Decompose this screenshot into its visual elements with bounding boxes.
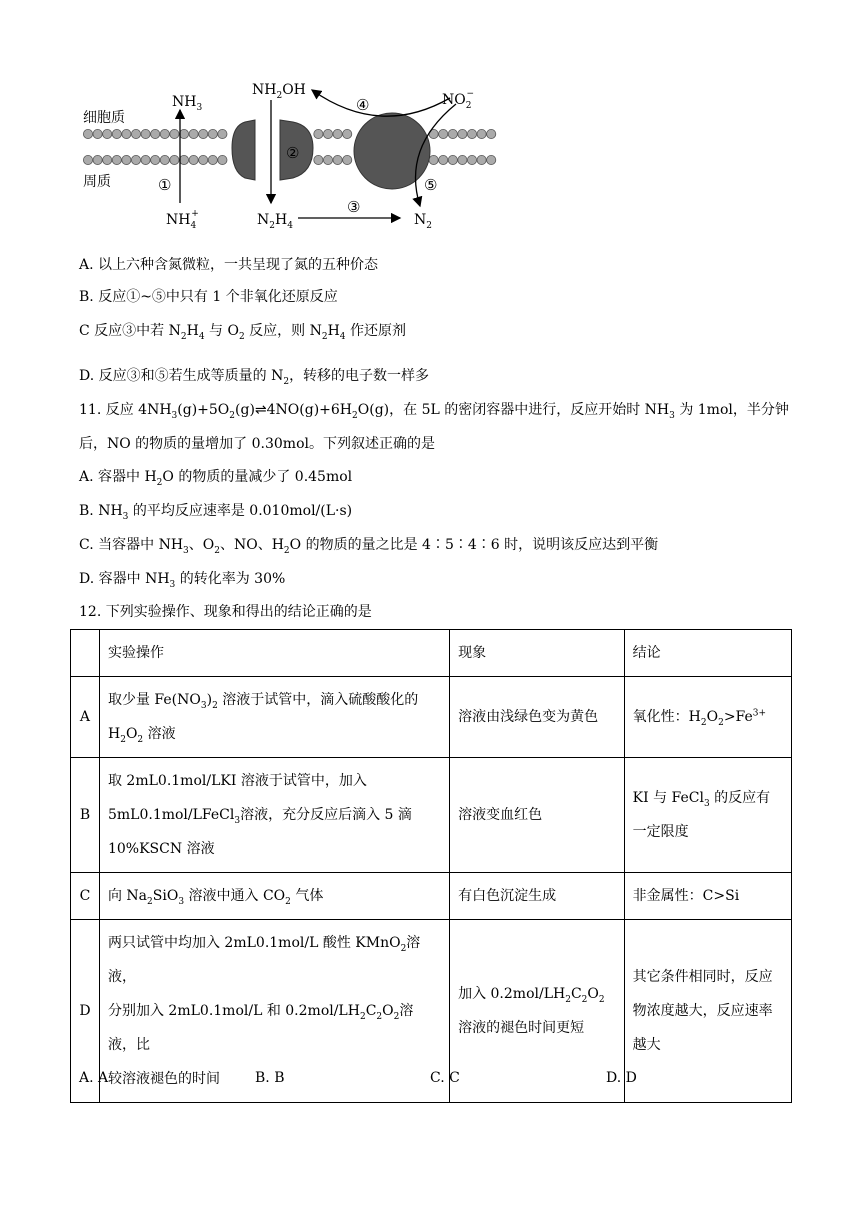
row-operation: 向 $Na_2SiO_3$ 溶液中通入 $CO_2$ 气体 <box>99 873 449 920</box>
membrane-diagram <box>80 78 510 238</box>
membrane-bead <box>179 129 188 138</box>
membrane-bead <box>218 155 227 164</box>
membrane-bead <box>199 129 208 138</box>
membrane-bead <box>93 129 102 138</box>
table-header-cell: 实验操作 <box>99 630 449 677</box>
membrane-bead <box>179 155 188 164</box>
q12-stem: 12. 下列实验操作、现象和得出的结论正确的是 <box>79 604 372 620</box>
membrane-bead <box>103 155 112 164</box>
q11-option-b: B. $NH_3$ 的平均反应速率是 0.010mol/(L·s) <box>79 503 353 522</box>
membrane-bead <box>170 155 179 164</box>
membrane-bead <box>487 155 496 164</box>
membrane-bead <box>141 155 150 164</box>
membrane-bead <box>93 155 102 164</box>
q11-stem-line2: 后，NO 的物质的量增加了 0.30mol。下列叙述正确的是 <box>79 436 435 452</box>
row-letter: C <box>71 873 100 920</box>
membrane-bead <box>458 129 467 138</box>
row-letter: D <box>71 920 100 1103</box>
membrane-bead <box>467 129 476 138</box>
answer-choice-a: A. A <box>79 1070 109 1086</box>
membrane-bead <box>323 129 332 138</box>
table-header-cell: 现象 <box>450 630 625 677</box>
row-phenomenon: 溶液变血红色 <box>450 758 625 873</box>
membrane-bead <box>448 155 457 164</box>
membrane-bead <box>189 155 198 164</box>
label-nh2oh: $NH_2OH$ <box>252 82 306 101</box>
membrane-bead <box>477 129 486 138</box>
row-phenomenon: 有白色沉淀生成 <box>450 873 625 920</box>
membrane-bead <box>160 129 169 138</box>
label-r5: ⑤ <box>424 176 438 194</box>
label-no2: $NO_2-$ <box>442 89 475 111</box>
row-conclusion: 其它条件相同时，反应物浓度越大，反应速率越大 <box>624 920 791 1103</box>
row-letter: A <box>71 677 100 758</box>
membrane-bead <box>333 155 342 164</box>
label-n2: $N_2$ <box>414 212 432 231</box>
membrane-bead <box>199 155 208 164</box>
membrane-bead <box>439 155 448 164</box>
membrane-bead <box>314 155 323 164</box>
row-operation: 取 2mL0.1mol/LKI 溶液于试管中，加入 5mL0.1mol/LFeCl$_3$溶液，充分反应后滴入 5 滴 10%KSCN 溶液 <box>99 758 449 873</box>
table-row <box>71 677 792 758</box>
membrane-bead <box>458 155 467 164</box>
membrane-bead <box>122 129 131 138</box>
membrane-bead <box>141 129 150 138</box>
q10-option-a: A. 以上六种含氮微粒，一共呈现了氮的五种价态 <box>79 257 379 273</box>
membrane-bead <box>333 129 342 138</box>
membrane-bead <box>323 155 332 164</box>
label-r2: ② <box>286 144 300 162</box>
label-cytoplasm: 细胞质 <box>83 110 125 126</box>
membrane-bead <box>112 155 121 164</box>
row-conclusion: 非金属性：C>Si <box>624 873 791 920</box>
q10-option-d: D. 反应③和⑤若生成等质量的 $N_2$，转移的电子数一样多 <box>79 368 430 387</box>
label-r1: ① <box>158 176 172 194</box>
experiment-table <box>70 629 792 1103</box>
membrane-bead <box>314 129 323 138</box>
row-phenomenon: 加入 $0.2mol/LH_2C_2O_2$ 溶液的褪色时间更短 <box>450 920 625 1103</box>
table-row <box>71 758 792 873</box>
q11-stem-line1: 11. 反应 $4NH_3(g)+5O_2(g)\rightleftharpoons 4NO(g)+6H_2O(g)$，在 5L 的密闭容器中进行，反应开始时 $NH_3$ 为 1mol，半分钟 <box>79 402 789 421</box>
membrane-bead <box>429 155 438 164</box>
table-row <box>71 873 792 920</box>
q10-option-c: C 反应③中若 $N_2H_4$ 与 $O_2$ 反应，则 $N_2H_4$ 作还原剂 <box>79 323 406 342</box>
row-conclusion: KI 与 FeCl$_3$ 的反应有一定限度 <box>624 758 791 873</box>
channel-protein-left <box>232 120 255 180</box>
membrane-bead <box>487 129 496 138</box>
table-header-cell: 结论 <box>624 630 791 677</box>
label-nh3: $NH_3$ <box>172 94 203 113</box>
table-header-cell <box>71 630 100 677</box>
row-conclusion: 氧化性：$H_2O_2>Fe^{3+}$ <box>624 677 791 758</box>
q11-option-d: D. 容器中 $NH_3$ 的转化率为 30% <box>79 571 286 590</box>
membrane-bead <box>467 155 476 164</box>
membrane-bead <box>170 129 179 138</box>
membrane-bead <box>343 155 352 164</box>
membrane-bead <box>208 155 217 164</box>
label-r3: ③ <box>347 198 361 216</box>
label-nh4: $NH_4+$ <box>166 209 199 231</box>
membrane-bead <box>160 155 169 164</box>
membrane-bead <box>112 129 121 138</box>
membrane-bead <box>151 129 160 138</box>
row-operation: 两只试管中均加入 2mL0.1mol/L 酸性 KMnO$_2$溶液， 分别加入 2mL0.1mol/L 和 $0.2mol/LH_2C_2O_2$溶液，比 较溶液褪色的时间 <box>99 920 449 1103</box>
membrane-bead <box>83 155 92 164</box>
membrane-bead <box>448 129 457 138</box>
label-r4: ④ <box>356 96 370 114</box>
membrane-bead <box>218 129 227 138</box>
row-letter: B <box>71 758 100 873</box>
answer-choice-d: D. D <box>606 1070 637 1086</box>
membrane-bead <box>122 155 131 164</box>
membrane-bead <box>103 129 112 138</box>
arrow-reaction-4 <box>312 90 450 116</box>
membrane-bead <box>477 155 486 164</box>
q11-option-a: A. 容器中 $H_2O$ 的物质的量减少了 0.45mol <box>79 469 353 488</box>
label-n2h4: $N_2H_4$ <box>257 212 293 231</box>
enzyme-protein <box>354 113 430 189</box>
membrane-bead <box>189 129 198 138</box>
membrane-bead <box>439 129 448 138</box>
membrane-bead <box>131 129 140 138</box>
row-operation: 取少量 $Fe(NO_3)_2$ 溶液于试管中，滴入硫酸酸化的 $H_2O_2$ 溶液 <box>99 677 449 758</box>
answer-choice-b: B. B <box>255 1070 285 1086</box>
answer-choice-c: C. C <box>430 1070 460 1086</box>
row-phenomenon: 溶液由浅绿色变为黄色 <box>450 677 625 758</box>
membrane-bead <box>151 155 160 164</box>
membrane-bead <box>343 129 352 138</box>
membrane-bead <box>208 129 217 138</box>
membrane-bead <box>83 129 92 138</box>
table-header-row <box>71 630 792 677</box>
q11-option-c: C. 当容器中 $NH_3$、$O_2$、NO、$H_2O$ 的物质的量之比是 4∶5∶4∶6 时，说明该反应达到平衡 <box>79 537 659 556</box>
q10-option-b: B. 反应①~⑤中只有 1 个非氧化还原反应 <box>79 289 338 305</box>
membrane-bead <box>131 155 140 164</box>
label-periplasm: 周质 <box>83 174 111 190</box>
